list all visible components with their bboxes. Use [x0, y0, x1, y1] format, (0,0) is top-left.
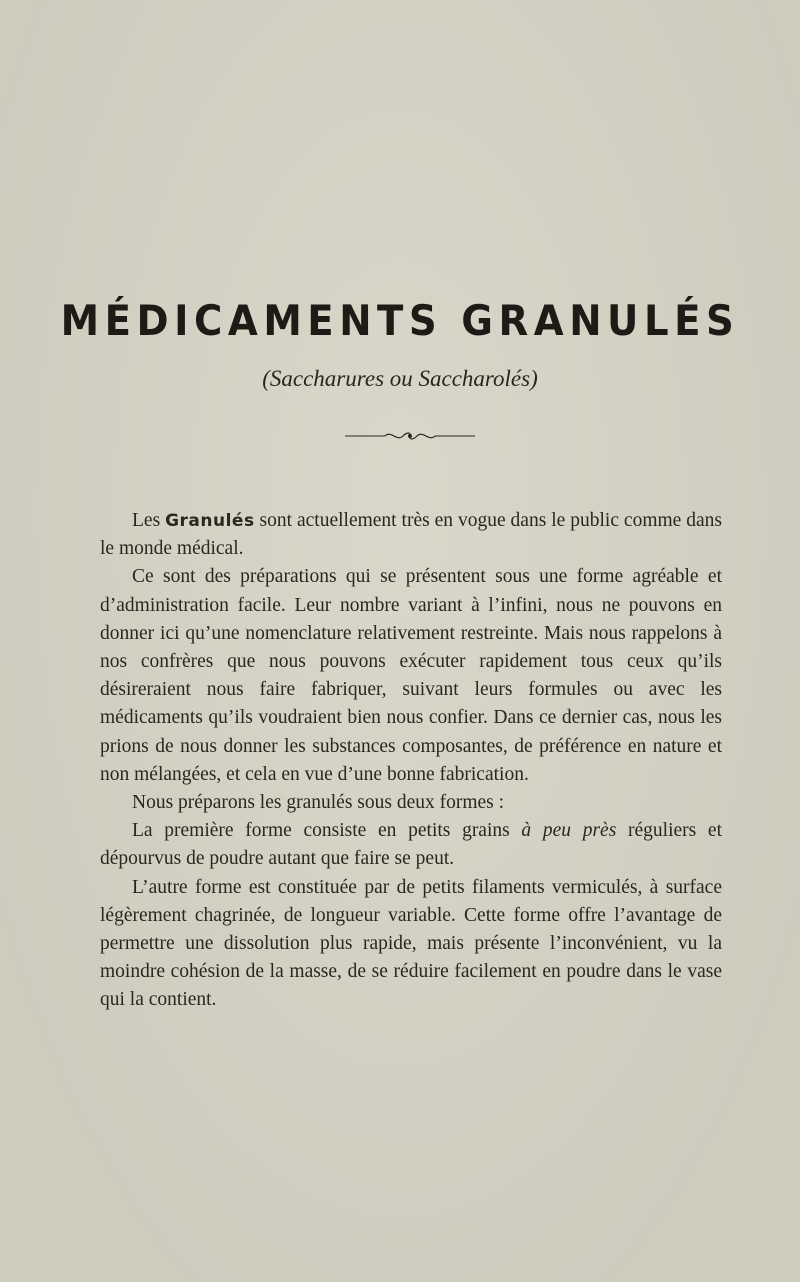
paragraph-4-end: réguliers et dépourvus de poudre autant que faire se peut. [100, 820, 722, 870]
paragraph-1-start: Les [132, 510, 166, 531]
page-subtitle: (Saccharures ou Saccharolés) [262, 366, 538, 391]
page-title: MÉDICAMENTS GRANULÉS [60, 296, 740, 345]
granules-term: Granulés [165, 511, 255, 531]
paragraph-2: Ce sont des préparations qui se présentent sous une forme agréable et d’administration facile. Leur nombre variant à l’infini, nous ne pouvons en donner ici qu’une nomenclature relativement restreinte. Mais nous rappelons à nos confrères que nous pouvons exécuter rapidement tous ceux qu’ils désireraient nous faire fabriquer, suivant leurs formules ou avec les médicaments qu’ils voudraient bien nous confier. Dans ce dernier cas, nous les prions de nous donner les substances composantes, de préférence en nature et non mélangées, et cela en vue d’une bonne fabrication. [100, 566, 722, 785]
paragraph-1 [100, 507, 722, 563]
ornament-divider-icon [345, 428, 475, 444]
body-text [100, 507, 722, 1015]
paragraph-5: L’autre forme est constituée par de petits filaments vermiculés, à surface légèrement chagrinée, de longueur variable. Cette forme offre l’avantage de permettre une dissolution plus rapide, mais présente l’inconvénient, vu la moindre cohésion de la masse, de se réduire facilement en poudre dans le vase qui la contient. [100, 876, 722, 1011]
paragraph-4 [100, 817, 722, 873]
paragraph-1-end: sont actuellement très en vogue dans le public comme dans le monde médical. [100, 510, 722, 560]
paragraph-4-emphasis: à peu près [521, 820, 617, 842]
paragraph-3: Nous préparons les granulés sous deux formes : [132, 792, 505, 814]
paragraph-4-start: La première forme consiste en petits grains [132, 820, 522, 842]
